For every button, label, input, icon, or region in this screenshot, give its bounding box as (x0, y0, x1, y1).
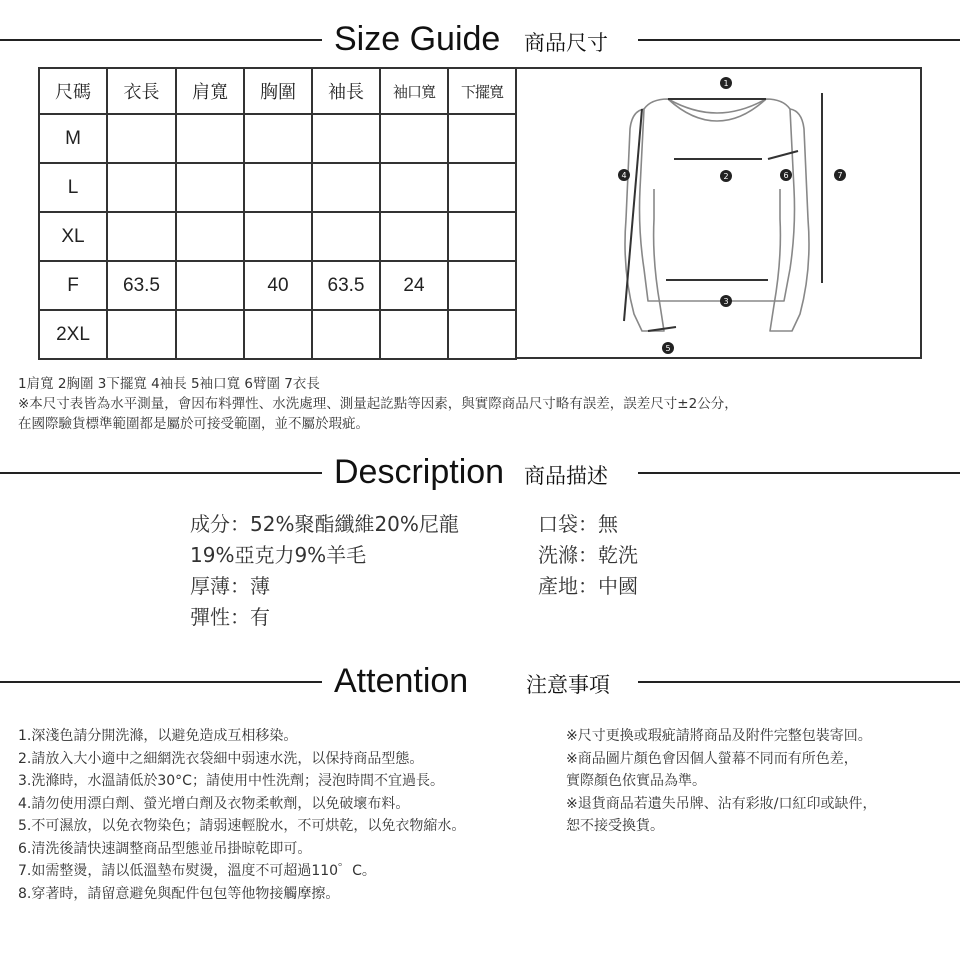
table-cell (312, 310, 380, 359)
size-table (38, 67, 517, 360)
care-line: 1.深淺色請分開洗滌，以避免造成互相移染。 (18, 728, 298, 744)
arm-arrow (768, 151, 798, 159)
right-sleeve (770, 109, 809, 331)
table-cell: 63.5 (107, 261, 176, 310)
table-cell (107, 114, 176, 163)
sweater-outline (516, 69, 920, 359)
body-outline (640, 99, 795, 301)
column-header: 袖長 (312, 68, 380, 114)
note-line: ※本尺寸表皆為水平測量，會因布料彈性、水洗處理、測量起訖點等因素，與實際商品尺寸略有誤差，誤差尺寸±2公分， (18, 396, 738, 412)
policy-line: ※尺寸更換或瑕疵請將商品及附件完整包裝寄回。 (566, 728, 872, 744)
table-cell (176, 212, 244, 261)
table-cell (312, 114, 380, 163)
care-line: 7.如需整燙，請以低溫墊布熨燙，溫度不可超過110゜C。 (18, 863, 376, 879)
table-cell (244, 310, 312, 359)
table-cell (244, 212, 312, 261)
table-cell (176, 163, 244, 212)
description-left (190, 509, 459, 633)
size-cell: 2XL (39, 310, 107, 359)
table-row (39, 163, 516, 212)
spec-line: 厚薄：薄 (190, 574, 270, 598)
table-cell (448, 310, 516, 359)
spec-line: 彈性：有 (190, 605, 270, 629)
policy-line: 恕不接受換貨。 (566, 818, 664, 834)
note-line: 1肩寬 2胸圍 3下擺寬 4袖長 5袖口寬 6臂圍 7衣長 (18, 376, 320, 392)
table-row (39, 212, 516, 261)
table-cell (380, 163, 448, 212)
care-line: 8.穿著時，請留意避免與配件包包等他物接觸摩擦。 (18, 885, 340, 902)
column-header: 胸圍 (244, 68, 312, 114)
size-cell: F (39, 261, 107, 310)
table-cell (244, 114, 312, 163)
spec-line: 19%亞克力9%羊毛 (190, 543, 367, 567)
attention-header (0, 660, 960, 704)
marker-label: 6 (783, 171, 789, 180)
table-cell (448, 114, 516, 163)
size-cell: M (39, 114, 107, 163)
section-title: Description (334, 453, 505, 491)
table-cell (380, 212, 448, 261)
policy-line: ※退貨商品若遺失吊牌、沾有彩妝/口紅印或缺件， (566, 795, 877, 812)
care-line: 6.清洗後請快速調整商品型態並吊掛晾乾即可。 (18, 840, 312, 857)
column-header: 肩寬 (176, 68, 244, 114)
section-subtitle: 商品尺寸 (524, 31, 608, 55)
column-header: 下擺寬 (448, 68, 516, 114)
return-policy (566, 725, 876, 838)
garment-measurement-diagram (516, 67, 922, 359)
marker-label: 3 (723, 297, 729, 306)
table-row (39, 310, 516, 359)
care-line: 2.請放入大小適中之細網洗衣袋細中弱速水洗，以保持商品型態。 (18, 750, 424, 767)
divider (638, 681, 960, 683)
table-row (39, 261, 516, 310)
size-guide-header (0, 18, 960, 62)
left-sleeve (625, 109, 664, 331)
size-notes (18, 374, 738, 434)
policy-line: ※商品圖片顏色會因個人螢幕不同而有所色差， (566, 750, 858, 767)
spec-line: 成分：52%聚酯纖維20%尼龍 (190, 512, 459, 536)
table-cell (312, 163, 380, 212)
divider (0, 39, 322, 41)
table-cell: 63.5 (312, 261, 380, 310)
table-cell (448, 261, 516, 310)
description-header (0, 451, 960, 495)
divider (0, 681, 322, 683)
policy-line: 實際顏色依實品為準。 (566, 773, 706, 789)
section-subtitle: 注意事項 (526, 673, 610, 697)
table-cell: 24 (380, 261, 448, 310)
spec-line: 口袋：無 (538, 512, 618, 536)
description-right (538, 509, 638, 602)
size-cell: L (39, 163, 107, 212)
column-header: 衣長 (107, 68, 176, 114)
neckline (668, 99, 766, 121)
column-header: 袖口寬 (380, 68, 448, 114)
section-title: Size Guide (334, 20, 501, 58)
divider (0, 472, 322, 474)
marker-label: 4 (621, 171, 627, 180)
spec-line: 洗滌：乾洗 (538, 543, 638, 567)
divider (638, 472, 960, 474)
table-cell (107, 212, 176, 261)
note-line: 在國際驗貨標準範圍都是屬於可接受範圍，並不屬於瑕疵。 (18, 416, 369, 432)
care-line: 4.請勿使用漂白劑、螢光增白劑及衣物柔軟劑，以免破壞布料。 (18, 795, 410, 812)
table-header-row (39, 68, 516, 114)
section-title: Attention (334, 662, 469, 700)
table-cell (448, 163, 516, 212)
column-header: 尺碼 (39, 68, 107, 114)
table-cell (176, 114, 244, 163)
care-line: 3.洗滌時，水溫請低於30°C；請使用中性洗劑；浸泡時間不宜過長。 (18, 773, 444, 789)
marker-label: 2 (723, 172, 729, 181)
marker-label: 1 (723, 79, 729, 88)
table-row (39, 114, 516, 163)
divider (638, 39, 960, 41)
spec-line: 產地：中國 (538, 574, 638, 598)
size-cell: XL (39, 212, 107, 261)
table-cell (244, 163, 312, 212)
table-cell (380, 114, 448, 163)
table-cell (176, 310, 244, 359)
table-cell (380, 310, 448, 359)
table-cell (448, 212, 516, 261)
table-cell (107, 163, 176, 212)
care-instructions (18, 725, 465, 905)
table-cell (176, 261, 244, 310)
marker-label: 5 (665, 344, 671, 353)
marker-label: 7 (837, 171, 843, 180)
table-cell (107, 310, 176, 359)
table-cell: 40 (244, 261, 312, 310)
care-line: 5.不可濕放，以免衣物染色；請弱速輕脫水，不可烘乾，以免衣物縮水。 (18, 818, 466, 834)
section-subtitle: 商品描述 (524, 464, 608, 488)
table-cell (312, 212, 380, 261)
